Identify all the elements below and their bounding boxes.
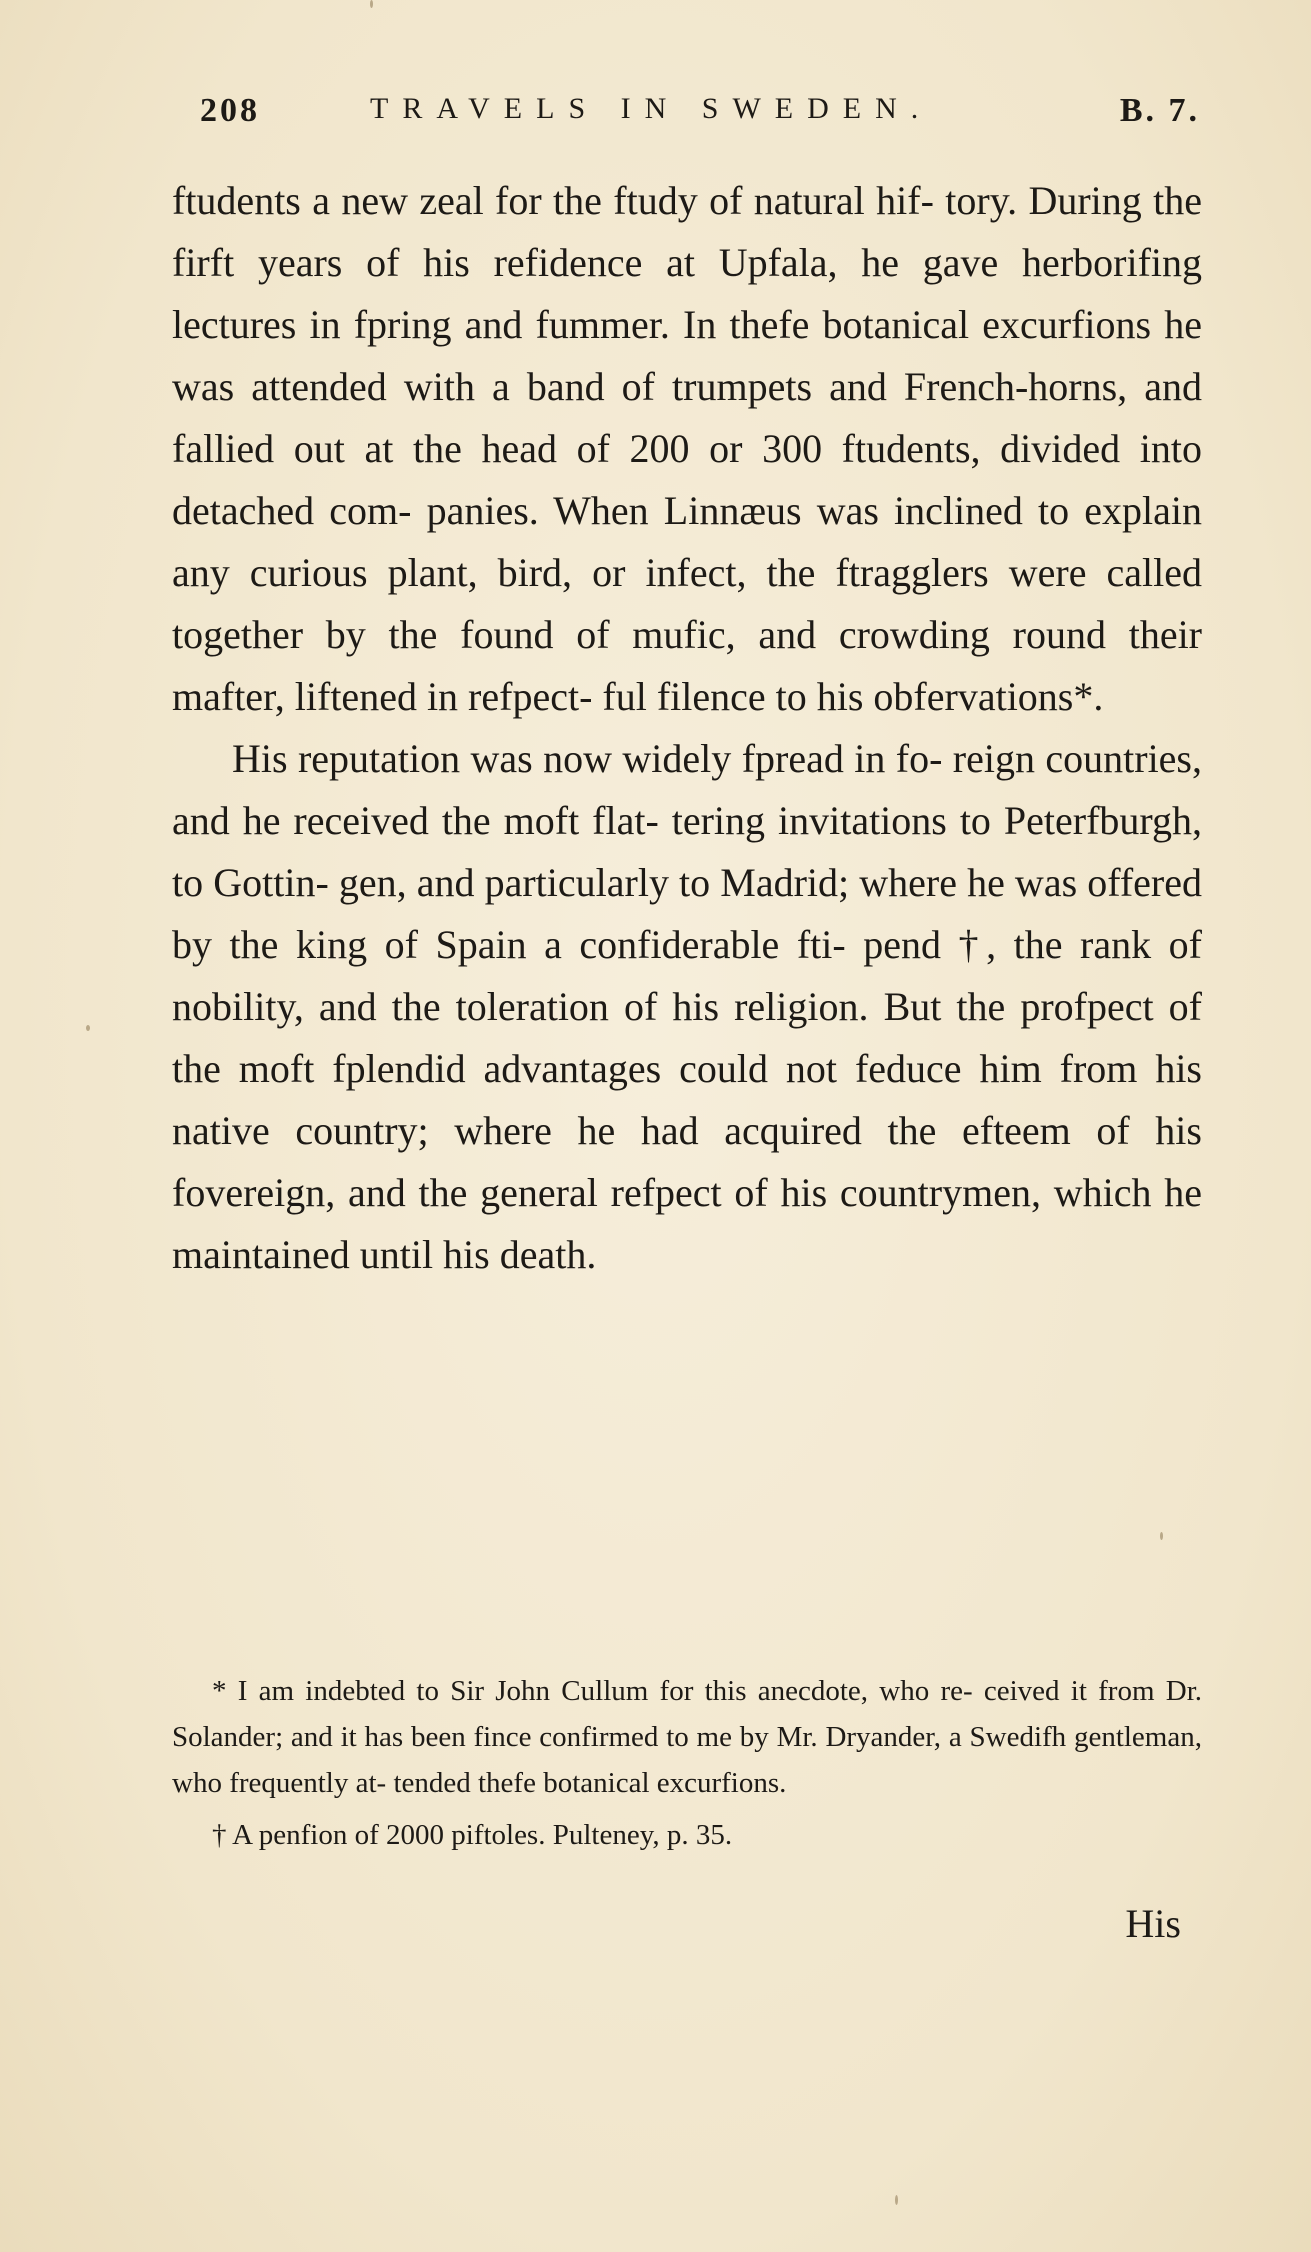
page-number: 208 [200,92,260,129]
catchword: His [1125,1901,1181,1946]
footnotes [172,1668,1202,1864]
running-title: TRAVELS IN SWEDEN. [370,92,933,125]
paper-speck [370,0,373,8]
main-text [172,170,1202,1286]
paragraph: ftudents a new zeal for the ftudy of natural hif- tory. During the firft years of his refidence at Upfala, he gave herborifing lectures in fpring and fummer. In thefe botanical excurfions he was attended with a band of trumpets and French-horns, and fallied out at the head of 200 or 300 ftudents, divided into detached com- panies. When Linnæus was inclined to explain any curious plant, bird, or infect, the ftragglers were called together by the found of mufic, and crowding round their mafter, liftened in refpect- ful filence to his obfervations*. [172,178,1202,719]
paper-speck [1160,1532,1163,1540]
footnote: † A penfion of 2000 piftoles. Pulteney, p. 35. [212,1819,733,1851]
section-marker: B. 7. [1119,92,1200,129]
paper-speck [895,2195,898,2205]
running-header [200,92,1200,152]
paragraph: His reputation was now widely fpread in fo- reign countries, and he received the moft flat- tering invitations to Peterfburgh, to Gottin- gen, and particularly to Madrid; where he was offered by the king of Spain a confiderable fti- pend †, the rank of nobility, and the toleration of his religion. But the profpect of the moft fplendid advantages could not feduce him from his native country; where he had acquired the efteem of his fovereign, and the general refpect of his countrymen, which he maintained until his death. [172,736,1202,1277]
paper-speck [86,1025,90,1031]
footnote: * I am indebted to Sir John Cullum for this anecdote, who re- ceived it from Dr. Solander; and it has been fince confirmed to me by Mr. Dryander, a Swedifh gentleman, who frequently at- tended thefe botanical excurfions. [172,1675,1202,1799]
